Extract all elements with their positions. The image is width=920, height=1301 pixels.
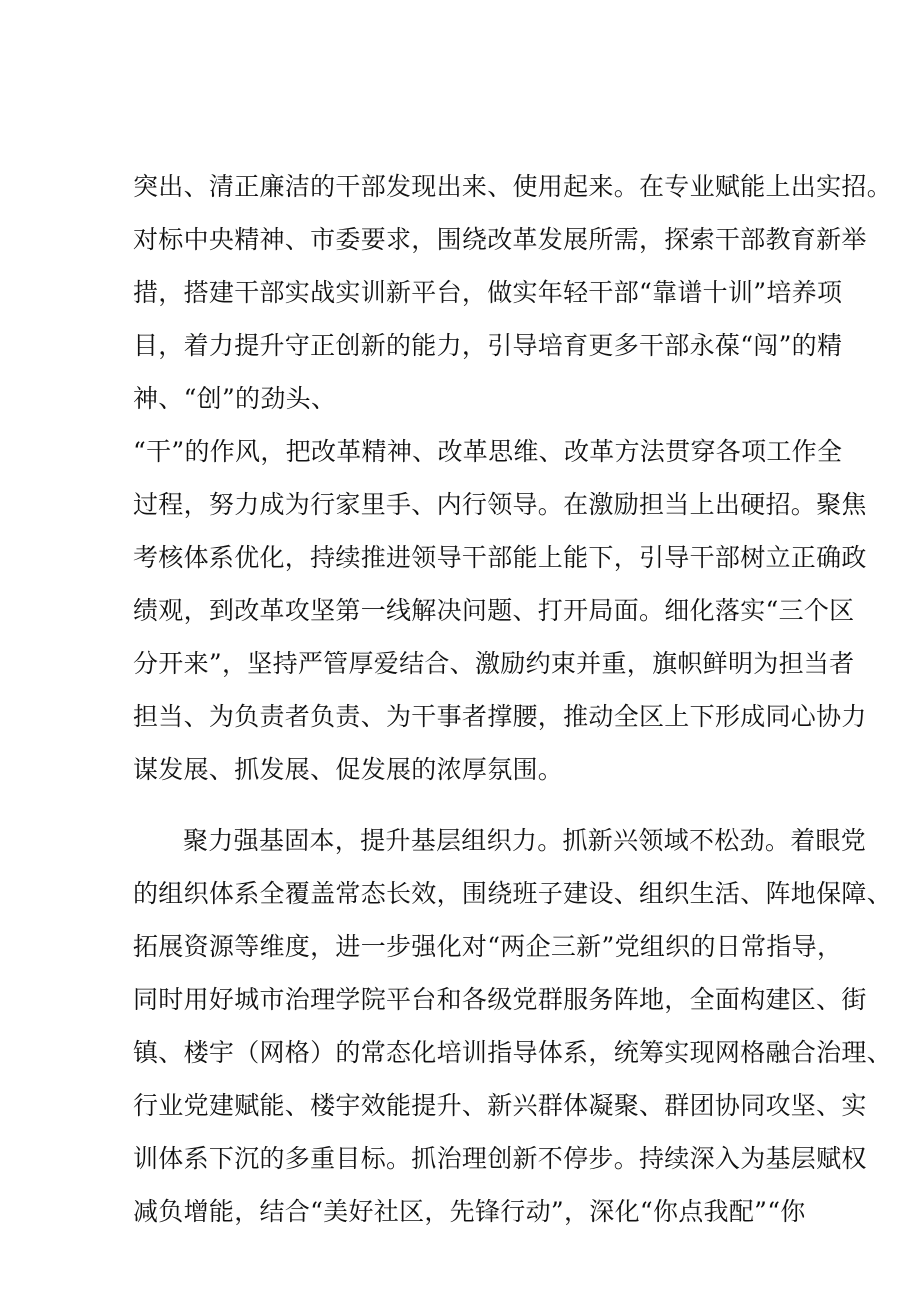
paragraph-2-line-5: 镇、楼宇（网格）的常态化培训指导体系，统筹实现网格融合治理、: [133, 1038, 893, 1067]
paragraph-2-line-2: 的组织体系全覆盖常态长效，围绕班子建设、组织生活、阵地保障、: [133, 879, 893, 908]
paragraph-2-line-8: 减负增能，结合“美好社区，先锋行动”，深化“你点我配”“你: [133, 1197, 806, 1226]
paragraph-1-line-2: 对标中央精神、市委要求，围绕改革发展所需，探索干部教育新举: [133, 225, 867, 254]
paragraph-1-line-9: 绩观，到改革攻坚第一线解决问题、打开局面。细化落实“三个区: [133, 596, 855, 625]
paragraph-1-line-8: 考核体系优化，持续推进领导干部能上能下，引导干部树立正确政: [133, 543, 867, 572]
paragraph-2-line-7: 训体系下沉的多重目标。抓治理创新不停步。持续深入为基层赋权: [133, 1144, 867, 1173]
paragraph-1-line-12: 谋发展、抓发展、促发展的浓厚氛围。: [133, 755, 564, 784]
paragraph-1-line-11: 担当、为负责者负责、为干事者撑腰，推动全区上下形成同心协力: [133, 702, 867, 731]
paragraph-1-line-6: “干”的作风，把改革精神、改革思维、改革方法贯穿各项工作全: [133, 437, 843, 466]
paragraph-1-line-1: 突出、清正廉洁的干部发现出来、使用起来。在专业赋能上出实招。: [133, 172, 893, 201]
paragraph-1-line-7: 过程，努力成为行家里手、内行领导。在激励担当上出硬招。聚焦: [133, 490, 867, 519]
paragraph-2-line-3: 拓展资源等维度，进一步强化对“两企三新”党组织的日常指导，: [133, 932, 843, 961]
paragraph-2-line-6: 行业党建赋能、楼宇效能提升、新兴群体凝聚、群团协同攻坚、实: [133, 1091, 867, 1120]
paragraph-1-line-3: 措，搭建干部实战实训新平台，做实年轻干部“靠谱十训”培养项: [133, 278, 843, 307]
paragraph-1-line-4: 目，着力提升守正创新的能力，引导培育更多干部永葆“闯”的精: [133, 331, 843, 360]
paragraph-1-line-10: 分开来”，坚持严管厚爱结合、激励约束并重，旗帜鲜明为担当者: [133, 649, 855, 678]
paragraph-2-line-1: 聚力强基固本，提升基层组织力。抓新兴领域不松劲。着眼党: [183, 826, 867, 855]
paragraph-2-line-4: 同时用好城市治理学院平台和各级党群服务阵地，全面构建区、街: [133, 985, 867, 1014]
paragraph-1-line-5: 神、“创”的劲头、: [133, 384, 337, 413]
